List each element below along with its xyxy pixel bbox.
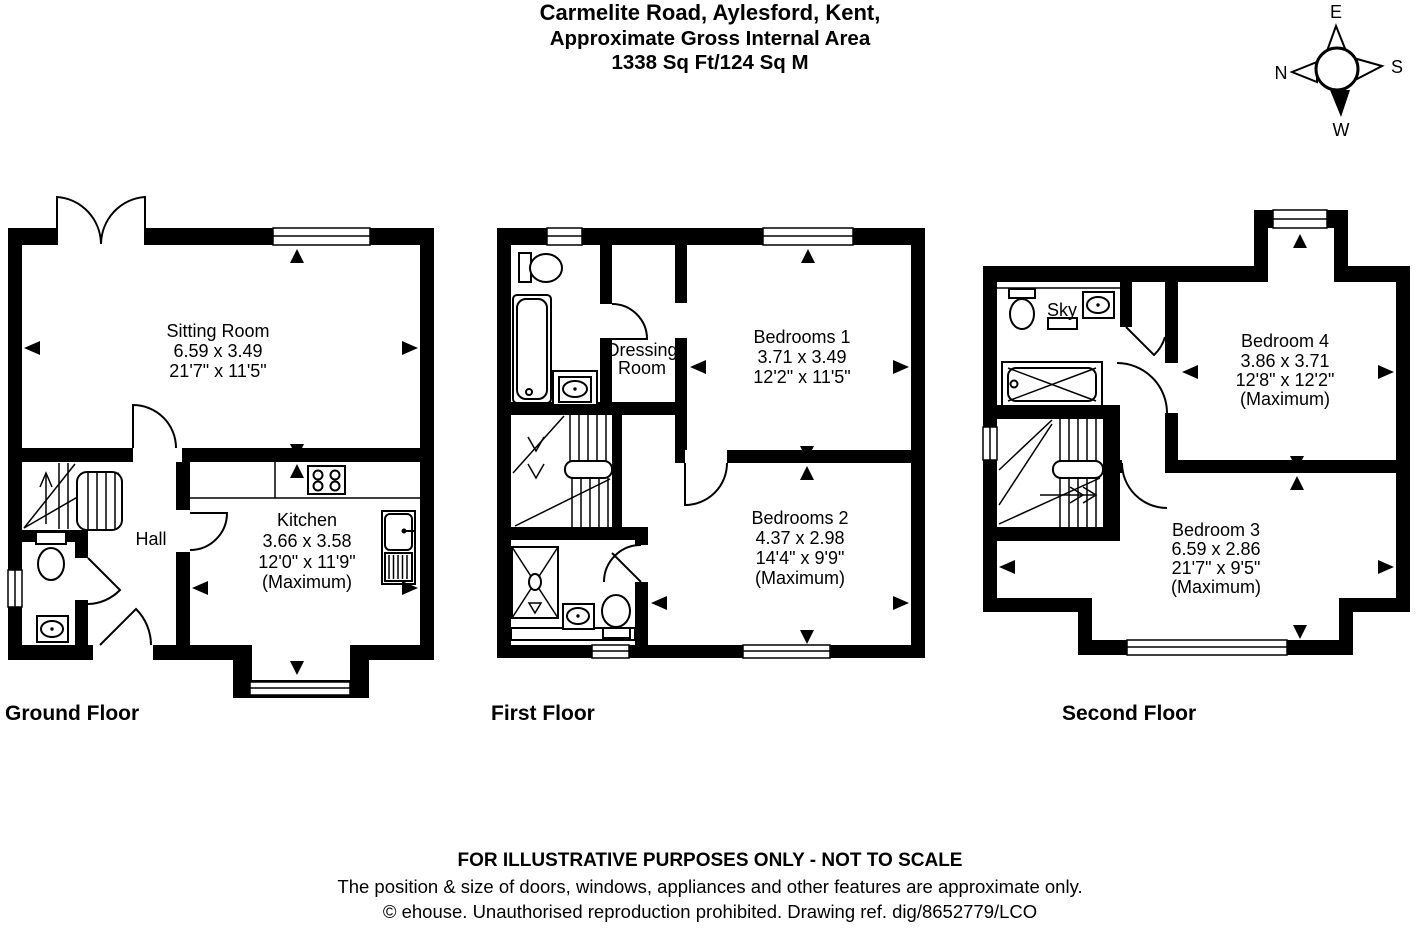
compass-point-south [1357,59,1382,79]
door-arc-icon [88,558,120,604]
room-label-bedroom-2: Bedrooms 2 [751,508,849,528]
toilet-icon [38,548,64,580]
shower-icon [512,547,558,618]
compass-rose-icon [1275,2,1404,140]
footer-line-1: FOR ILLUSTRATIVE PURPOSES ONLY - NOT TO SCALE [457,850,963,871]
room-dim-imperial: 12'8" x 12'2" [1235,370,1335,390]
first-floor-walls [497,228,925,658]
title-line-3: 1338 Sq Ft/124 Sq M [611,51,809,74]
door-arc-icon [604,545,641,582]
door-arc-icon [133,405,176,448]
toilet-icon [602,595,630,638]
door-arc-icon [1117,363,1167,413]
compass-circle [1316,48,1358,90]
room-dim-note: (Maximum) [755,568,845,588]
first-floor-plan [491,228,925,725]
room-dim-metric: 3.71 x 3.49 [757,347,847,367]
toilet-icon [36,532,66,544]
floor-label-second: Second Floor [1062,702,1197,725]
room-dim-imperial: 21'7" x 9'5" [1171,558,1261,578]
footer-line-3: © ehouse. Unauthorised reproduction prohibited. Drawing ref. dig/8652779/LCO [382,901,1038,922]
sink-icon [382,511,416,584]
room-label-bedroom-3: Bedroom 3 [1171,520,1261,540]
ground-floor-stairs [24,463,122,530]
second-floor-stairs [999,419,1103,527]
room-dim-imperial: 21'7" x 11'5" [169,361,267,381]
room-dim-imperial: 12'0" x 11'9" [258,552,356,572]
toilet-icon [1009,289,1035,329]
room-label-hall: Hall [135,529,167,549]
room-dim-metric: 6.59 x 2.86 [1171,539,1261,559]
room-dim-metric: 3.66 x 3.58 [262,531,352,551]
room-label-dressing: Dressing [606,340,678,360]
stair-direction-arrow [528,437,544,478]
basin-icon [553,371,597,405]
room-dim-note: (Maximum) [1240,389,1330,409]
door-arc-icon [1126,327,1165,355]
room-dim-imperial: 14'4" x 9'9" [755,548,845,568]
stair-direction-arrow [40,473,52,524]
room-dim-metric: 4.37 x 2.98 [755,528,845,548]
first-floor-windows [547,228,853,658]
room-dim-imperial: 12'2" x 11'5" [753,367,851,387]
room-label-sitting-room: Sitting Room [166,321,270,341]
french-door-icon [101,197,145,245]
basin-icon [563,604,594,629]
door-arc-icon [190,513,227,550]
title-line-1: Carmelite Road, Aylesford, Kent, [539,0,881,25]
room-label-bedroom-1: Bedrooms 1 [753,327,851,347]
compass-point-west [1330,90,1350,117]
room-dim-note: (Maximum) [262,572,352,592]
room-label-dressing: Room [617,358,667,378]
ground-floor-doors [57,197,227,645]
hob-icon [308,466,345,494]
door-arc-icon [685,463,727,505]
compass-label-east: E [1329,2,1343,22]
french-door-icon [57,197,101,245]
bathtub-icon [513,295,551,403]
compass-label-west: W [1332,120,1350,140]
basin-icon [1083,292,1114,318]
room-dim-note: (Maximum) [1171,577,1261,597]
room-dim-metric: 6.59 x 3.49 [173,341,263,361]
footer-disclaimer [337,850,1082,922]
ground-floor-plan [5,197,434,725]
door-arc-icon [612,304,647,339]
first-floor-stairs [513,415,612,527]
door-arc-icon [1122,463,1167,508]
second-floor-labels [1047,300,1334,597]
second-floor-doors [1117,327,1167,508]
title-line-2: Approximate Gross Internal Area [549,27,871,50]
ground-floor-walls [8,228,434,698]
floor-label-first: First Floor [491,702,595,725]
footer-line-2: The position & size of doors, windows, appliances and other features are approximate only. [337,876,1083,897]
title-block [540,0,881,74]
room-label-bedroom-4: Bedroom 4 [1240,331,1330,351]
stair-direction-arrow [1040,487,1096,503]
compass-label-south: S [1390,57,1404,77]
second-floor-plan [983,210,1410,725]
bathtub-icon [1002,362,1102,406]
toilet-icon [530,254,562,282]
front-door-icon [100,609,151,645]
compass-label-north: N [1274,63,1288,83]
room-label-kitchen: Kitchen [276,510,338,530]
room-label-sky: Sky [1046,300,1078,320]
compass-point-north [1292,62,1317,82]
floor-label-ground: Ground Floor [5,702,140,725]
room-dim-metric: 3.86 x 3.71 [1240,351,1330,371]
